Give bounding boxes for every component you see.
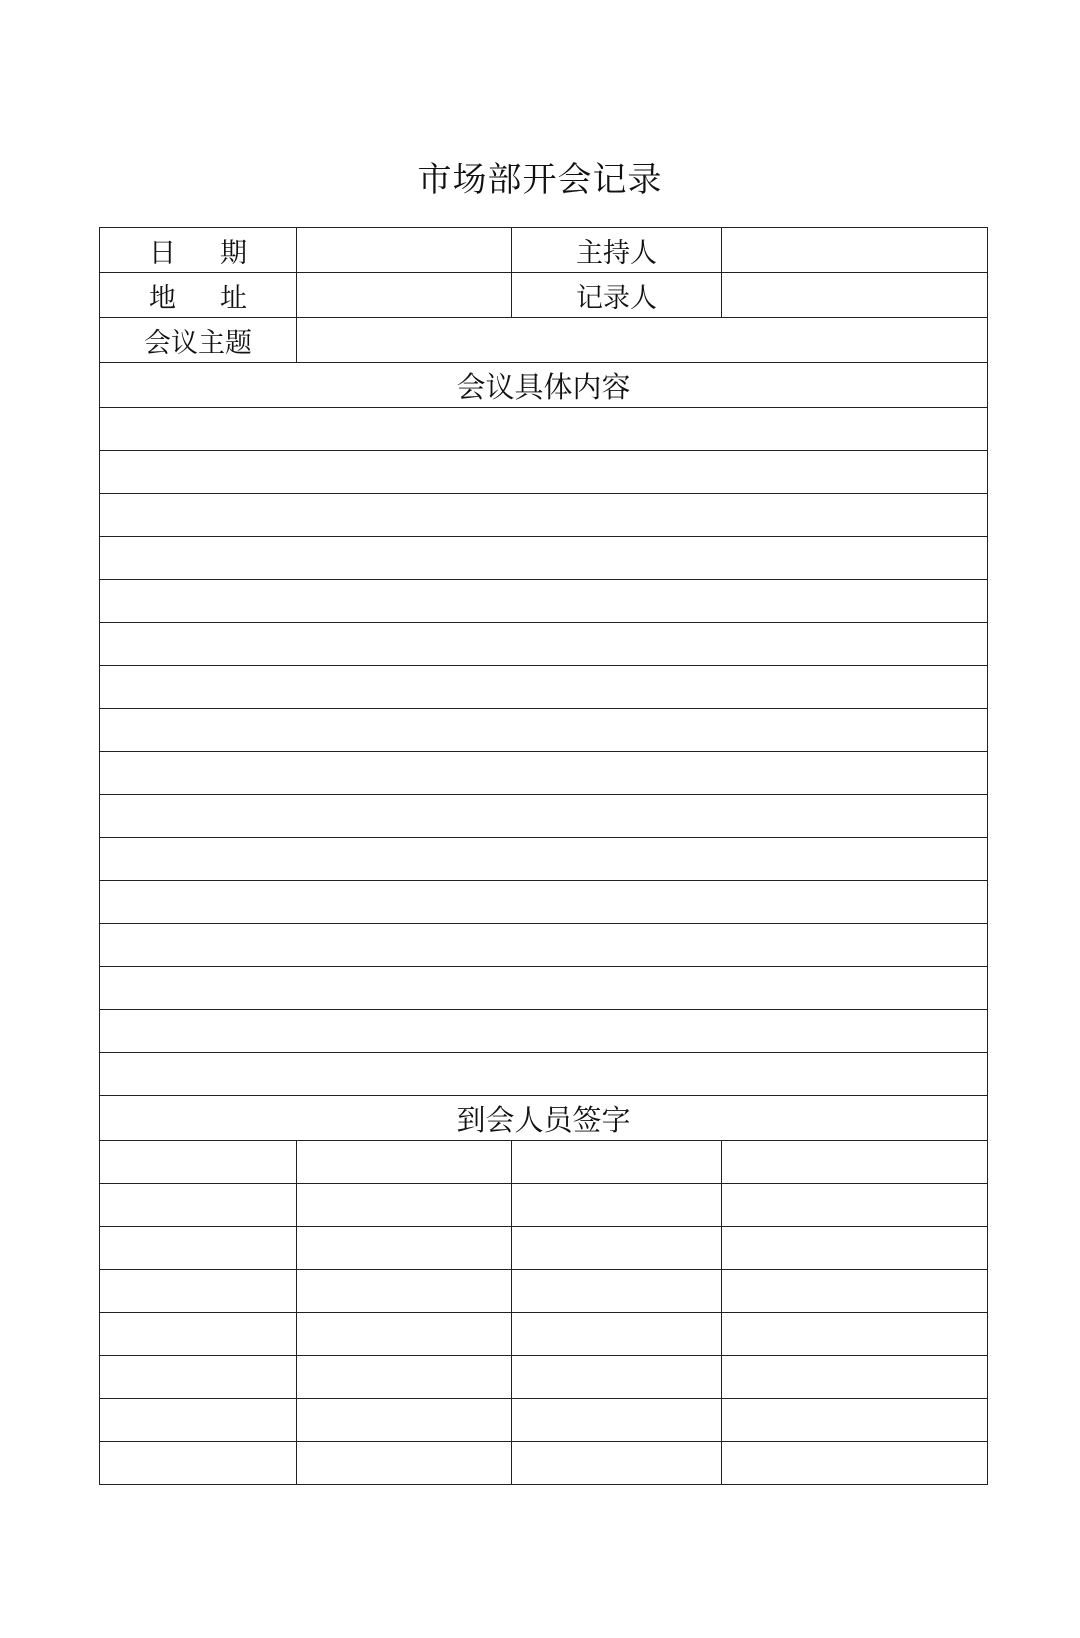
signature-cell[interactable] xyxy=(512,1184,722,1227)
address-recorder-row xyxy=(100,273,988,318)
content-line-field[interactable] xyxy=(100,1053,988,1096)
signature-cell[interactable] xyxy=(512,1227,722,1270)
content-line-field[interactable] xyxy=(100,881,988,924)
signature-cell[interactable] xyxy=(297,1270,512,1313)
content-line-field[interactable] xyxy=(100,967,988,1010)
content-line xyxy=(100,967,988,1010)
signature-cell[interactable] xyxy=(722,1270,988,1313)
signature-cell[interactable] xyxy=(297,1227,512,1270)
signature-row xyxy=(100,1356,988,1399)
content-line-field[interactable] xyxy=(100,924,988,967)
content-line-field[interactable] xyxy=(100,494,988,537)
content-line-field[interactable] xyxy=(100,1010,988,1053)
signature-row xyxy=(100,1442,988,1485)
signature-cell[interactable] xyxy=(297,1442,512,1485)
signature-cell[interactable] xyxy=(100,1227,297,1270)
signature-row xyxy=(100,1141,988,1184)
signature-cell[interactable] xyxy=(722,1184,988,1227)
content-line xyxy=(100,494,988,537)
content-line xyxy=(100,881,988,924)
content-line xyxy=(100,752,988,795)
content-line xyxy=(100,924,988,967)
signature-cell[interactable] xyxy=(297,1141,512,1184)
content-line-field[interactable] xyxy=(100,752,988,795)
signature-section-title: 到会人员签字 xyxy=(100,1096,988,1141)
content-line-field[interactable] xyxy=(100,408,988,451)
host-label: 主持人 xyxy=(512,228,722,273)
signature-cell[interactable] xyxy=(100,1141,297,1184)
signature-cell[interactable] xyxy=(100,1356,297,1399)
content-line-field[interactable] xyxy=(100,623,988,666)
signature-cell[interactable] xyxy=(100,1270,297,1313)
signature-cell[interactable] xyxy=(722,1356,988,1399)
signature-cell[interactable] xyxy=(512,1270,722,1313)
content-line-field[interactable] xyxy=(100,580,988,623)
content-line xyxy=(100,408,988,451)
signature-row xyxy=(100,1399,988,1442)
recorder-label: 记录人 xyxy=(512,273,722,318)
signature-cell[interactable] xyxy=(722,1399,988,1442)
content-line-field[interactable] xyxy=(100,451,988,494)
signature-cell[interactable] xyxy=(100,1442,297,1485)
signature-cell[interactable] xyxy=(722,1313,988,1356)
signature-cell[interactable] xyxy=(512,1313,722,1356)
signature-cell[interactable] xyxy=(512,1442,722,1485)
content-line-field[interactable] xyxy=(100,709,988,752)
signature-row xyxy=(100,1313,988,1356)
content-line-field[interactable] xyxy=(100,795,988,838)
content-line xyxy=(100,623,988,666)
page-title: 市场部开会记录 xyxy=(417,160,663,200)
date-host-row xyxy=(100,228,988,273)
date-label: 日 期 xyxy=(100,228,297,273)
signature-cell[interactable] xyxy=(722,1442,988,1485)
content-line xyxy=(100,666,988,709)
signature-cell[interactable] xyxy=(722,1141,988,1184)
address-field[interactable] xyxy=(297,273,512,318)
signature-row xyxy=(100,1184,988,1227)
signature-row xyxy=(100,1227,988,1270)
content-line-field[interactable] xyxy=(100,666,988,709)
content-line xyxy=(100,580,988,623)
signature-cell[interactable] xyxy=(100,1399,297,1442)
signature-section-header xyxy=(100,1096,988,1141)
topic-label: 会议主题 xyxy=(100,318,297,363)
signature-cell[interactable] xyxy=(100,1184,297,1227)
topic-row xyxy=(100,318,988,363)
content-line xyxy=(100,1010,988,1053)
content-line xyxy=(100,451,988,494)
content-line-field[interactable] xyxy=(100,838,988,881)
signature-cell[interactable] xyxy=(512,1399,722,1442)
signature-cell[interactable] xyxy=(100,1313,297,1356)
recorder-field[interactable] xyxy=(722,273,988,318)
content-line-field[interactable] xyxy=(100,537,988,580)
signature-cell[interactable] xyxy=(297,1184,512,1227)
content-section-header xyxy=(100,363,988,408)
content-section-title: 会议具体内容 xyxy=(100,363,988,408)
address-label: 地 址 xyxy=(100,273,297,318)
topic-field[interactable] xyxy=(297,318,988,363)
content-line xyxy=(100,838,988,881)
signature-row xyxy=(100,1270,988,1313)
date-field[interactable] xyxy=(297,228,512,273)
signature-cell[interactable] xyxy=(722,1227,988,1270)
meeting-record-form xyxy=(99,227,988,1485)
signature-cell[interactable] xyxy=(512,1141,722,1184)
signature-cell[interactable] xyxy=(512,1356,722,1399)
signature-cell[interactable] xyxy=(297,1399,512,1442)
content-line xyxy=(100,795,988,838)
signature-cell[interactable] xyxy=(297,1356,512,1399)
content-line xyxy=(100,709,988,752)
content-line xyxy=(100,537,988,580)
host-field[interactable] xyxy=(722,228,988,273)
content-line xyxy=(100,1053,988,1096)
signature-cell[interactable] xyxy=(297,1313,512,1356)
